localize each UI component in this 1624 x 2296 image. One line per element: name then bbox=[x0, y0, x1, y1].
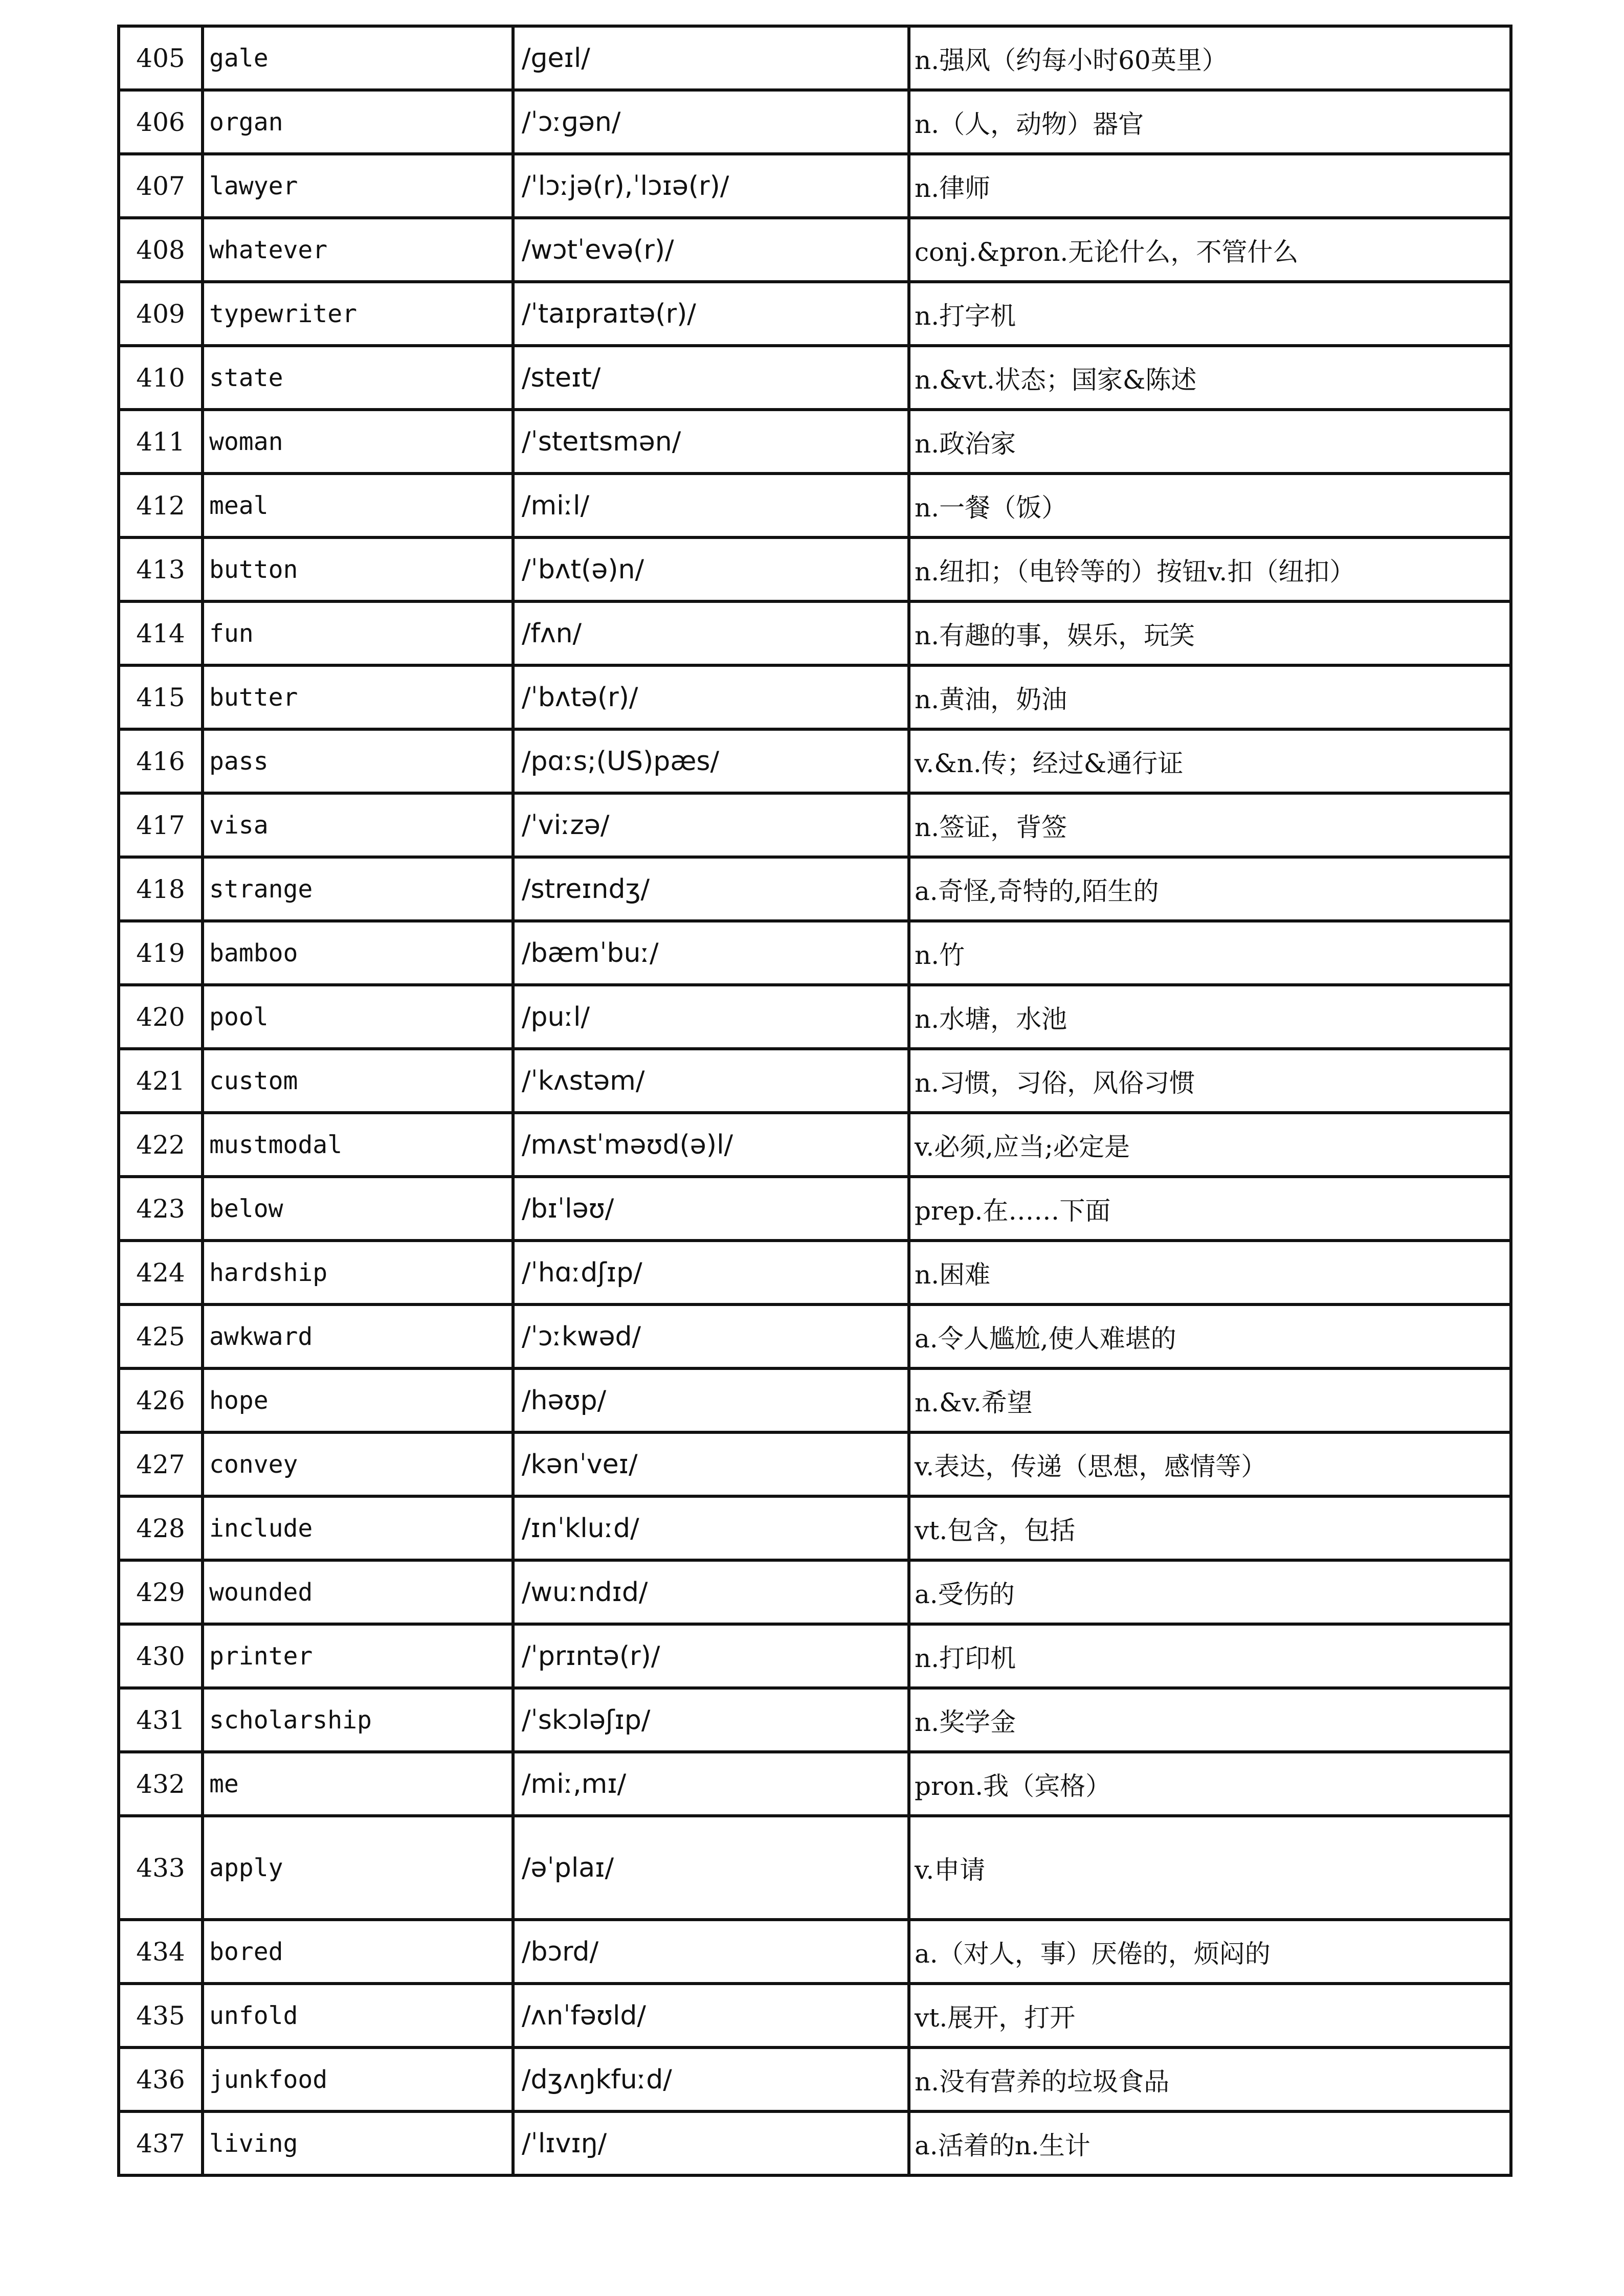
entry-word-cell bbox=[203, 1304, 513, 1368]
entry-meaning-cell bbox=[909, 1816, 1511, 1920]
entry-meaning: n.政治家 bbox=[915, 429, 1016, 459]
table-row bbox=[119, 1241, 1511, 1304]
entry-meaning-cell bbox=[909, 1560, 1511, 1624]
entry-word: include bbox=[209, 1514, 313, 1543]
entry-number: 431 bbox=[136, 1705, 185, 1735]
entry-number-cell bbox=[119, 601, 203, 665]
entry-meaning: n.困难 bbox=[915, 1259, 991, 1290]
entry-word: typewriter bbox=[209, 299, 357, 328]
table-row bbox=[119, 154, 1511, 218]
table-row bbox=[119, 921, 1511, 985]
entry-number-cell bbox=[119, 1113, 203, 1177]
entry-phonetic-cell bbox=[513, 921, 909, 985]
entry-meaning: n.打字机 bbox=[915, 301, 1016, 331]
table-row bbox=[119, 2111, 1511, 2175]
entry-phonetic: /fʌn/ bbox=[522, 618, 582, 649]
entry-meaning: n.奖学金 bbox=[915, 1707, 1016, 1737]
entry-meaning: v.表达，传递（思想，感情等） bbox=[915, 1451, 1267, 1481]
entry-phonetic: /puːl/ bbox=[522, 1001, 590, 1032]
entry-meaning: n.签证，背签 bbox=[915, 812, 1067, 842]
entry-number: 435 bbox=[136, 2000, 185, 2031]
table-row bbox=[119, 1368, 1511, 1432]
entry-meaning: n.纽扣；（电铃等的）按钮v.扣（纽扣） bbox=[915, 556, 1355, 587]
entry-meaning: n.打印机 bbox=[915, 1643, 1016, 1673]
entry-word: custom bbox=[209, 1066, 298, 1095]
entry-word: me bbox=[209, 1769, 239, 1798]
entry-number-cell bbox=[119, 26, 203, 90]
entry-number-cell bbox=[119, 410, 203, 474]
entry-meaning-cell bbox=[909, 1984, 1511, 2047]
table-row bbox=[119, 1984, 1511, 2047]
entry-phonetic-cell bbox=[513, 1752, 909, 1816]
entry-meaning-cell bbox=[909, 857, 1511, 921]
entry-word: scholarship bbox=[209, 1705, 372, 1735]
entry-meaning: a.奇怪,奇特的,陌生的 bbox=[915, 876, 1159, 906]
entry-meaning: prep.在……下面 bbox=[915, 1196, 1111, 1226]
entry-number-cell bbox=[119, 1816, 203, 1920]
entry-word: whatever bbox=[209, 235, 328, 264]
entry-phonetic: /ɡeɪl/ bbox=[522, 42, 590, 74]
entry-phonetic: /wɔtˈevə(r)/ bbox=[522, 234, 674, 265]
entry-phonetic: /bɔrd/ bbox=[522, 1936, 599, 1967]
entry-word-cell bbox=[203, 1432, 513, 1496]
entry-word-cell bbox=[203, 474, 513, 537]
entry-meaning-cell bbox=[909, 985, 1511, 1049]
entry-word: visa bbox=[209, 811, 269, 840]
entry-word-cell bbox=[203, 410, 513, 474]
entry-word-cell bbox=[203, 1816, 513, 1920]
entry-phonetic-cell bbox=[513, 1049, 909, 1113]
table-row bbox=[119, 1113, 1511, 1177]
entry-meaning-cell bbox=[909, 26, 1511, 90]
entry-meaning: a.（对人，事）厌倦的，烦闷的 bbox=[915, 1939, 1271, 1969]
table-row bbox=[119, 985, 1511, 1049]
entry-number: 419 bbox=[136, 938, 185, 968]
entry-number: 414 bbox=[136, 618, 185, 648]
entry-phonetic-cell bbox=[513, 474, 909, 537]
entry-number-cell bbox=[119, 1752, 203, 1816]
entry-phonetic-cell bbox=[513, 793, 909, 857]
entry-word: pool bbox=[209, 1002, 269, 1031]
entry-meaning-cell bbox=[909, 346, 1511, 410]
entry-meaning-cell bbox=[909, 1752, 1511, 1816]
table-row bbox=[119, 537, 1511, 601]
entry-phonetic: /dʒʌŋkfuːd/ bbox=[522, 2064, 672, 2095]
entry-phonetic: /ˈɔːkwəd/ bbox=[522, 1321, 641, 1352]
entry-phonetic: /wuːndɪd/ bbox=[522, 1577, 648, 1608]
table-row bbox=[119, 1624, 1511, 1688]
entry-meaning-cell bbox=[909, 1688, 1511, 1752]
entry-phonetic-cell bbox=[513, 2047, 909, 2111]
entry-meaning: n.律师 bbox=[915, 173, 991, 203]
entry-word: hope bbox=[209, 1386, 269, 1415]
entry-meaning-cell bbox=[909, 1304, 1511, 1368]
entry-word-cell bbox=[203, 1368, 513, 1432]
entry-number: 407 bbox=[136, 171, 185, 201]
entry-number: 420 bbox=[136, 1002, 185, 1032]
entry-phonetic: /ˈɔːɡən/ bbox=[522, 106, 621, 138]
entry-phonetic: /ˈlɪvɪŋ/ bbox=[522, 2128, 607, 2159]
entry-number-cell bbox=[119, 1177, 203, 1241]
entry-meaning: v.&n.传；经过&通行证 bbox=[915, 748, 1184, 778]
entry-number: 426 bbox=[136, 1385, 185, 1415]
entry-phonetic-cell bbox=[513, 1241, 909, 1304]
entry-phonetic-cell bbox=[513, 1920, 909, 1984]
entry-word-cell bbox=[203, 1920, 513, 1984]
entry-meaning-cell bbox=[909, 729, 1511, 793]
entry-number-cell bbox=[119, 1304, 203, 1368]
entry-meaning-cell bbox=[909, 282, 1511, 346]
entry-phonetic: /həʊp/ bbox=[522, 1385, 607, 1416]
entry-word-cell bbox=[203, 665, 513, 729]
entry-word-cell bbox=[203, 1113, 513, 1177]
entry-meaning-cell bbox=[909, 2111, 1511, 2175]
entry-word: printer bbox=[209, 1641, 313, 1671]
entry-phonetic-cell bbox=[513, 1816, 909, 1920]
entry-number-cell bbox=[119, 1496, 203, 1560]
entry-meaning-cell bbox=[909, 474, 1511, 537]
entry-number: 425 bbox=[136, 1321, 185, 1352]
entry-word-cell bbox=[203, 1688, 513, 1752]
entry-phonetic-cell bbox=[513, 410, 909, 474]
vocabulary-table-body bbox=[119, 26, 1511, 2175]
entry-number: 406 bbox=[136, 107, 185, 137]
entry-meaning: n.&v.希望 bbox=[915, 1387, 1033, 1417]
entry-phonetic: /ˈlɔːjə(r),ˈlɔɪə(r)/ bbox=[522, 170, 729, 201]
entry-phonetic: /streɪndʒ/ bbox=[522, 873, 650, 905]
entry-word-cell bbox=[203, 346, 513, 410]
table-row bbox=[119, 346, 1511, 410]
entry-number-cell bbox=[119, 729, 203, 793]
entry-phonetic: /ˈbʌt(ə)n/ bbox=[522, 554, 644, 585]
entry-phonetic-cell bbox=[513, 537, 909, 601]
entry-number: 434 bbox=[136, 1937, 185, 1967]
entry-number-cell bbox=[119, 1368, 203, 1432]
entry-phonetic-cell bbox=[513, 26, 909, 90]
entry-number-cell bbox=[119, 1920, 203, 1984]
entry-word-cell bbox=[203, 218, 513, 282]
entry-phonetic-cell bbox=[513, 601, 909, 665]
entry-phonetic-cell bbox=[513, 1304, 909, 1368]
entry-word: convey bbox=[209, 1450, 298, 1479]
entry-number-cell bbox=[119, 1984, 203, 2047]
entry-number: 416 bbox=[136, 746, 185, 776]
entry-number: 428 bbox=[136, 1513, 185, 1543]
entry-number: 415 bbox=[136, 682, 185, 712]
entry-meaning: vt.展开，打开 bbox=[915, 2002, 1076, 2033]
entry-number-cell bbox=[119, 985, 203, 1049]
entry-phonetic-cell bbox=[513, 218, 909, 282]
entry-number: 432 bbox=[136, 1769, 185, 1799]
entry-word: bamboo bbox=[209, 938, 298, 967]
entry-phonetic: /ˈviːzə/ bbox=[522, 809, 610, 841]
entry-meaning-cell bbox=[909, 1624, 1511, 1688]
entry-phonetic: /kənˈveɪ/ bbox=[522, 1449, 638, 1480]
table-row bbox=[119, 90, 1511, 154]
entry-word: lawyer bbox=[209, 171, 298, 200]
table-row bbox=[119, 665, 1511, 729]
entry-meaning-cell bbox=[909, 601, 1511, 665]
entry-number-cell bbox=[119, 218, 203, 282]
entry-word-cell bbox=[203, 1177, 513, 1241]
entry-phonetic-cell bbox=[513, 1496, 909, 1560]
entry-meaning-cell bbox=[909, 1432, 1511, 1496]
entry-meaning-cell bbox=[909, 1920, 1511, 1984]
entry-phonetic: /mʌstˈməʊd(ə)l/ bbox=[522, 1129, 733, 1160]
entry-number-cell bbox=[119, 154, 203, 218]
table-row bbox=[119, 474, 1511, 537]
entry-phonetic-cell bbox=[513, 1560, 909, 1624]
entry-word-cell bbox=[203, 282, 513, 346]
entry-word: hardship bbox=[209, 1258, 328, 1287]
entry-phonetic-cell bbox=[513, 1432, 909, 1496]
entry-number: 408 bbox=[136, 235, 185, 265]
entry-word-cell bbox=[203, 1984, 513, 2047]
entry-word-cell bbox=[203, 1496, 513, 1560]
entry-word: butter bbox=[209, 683, 298, 712]
entry-number: 412 bbox=[136, 490, 185, 521]
table-row bbox=[119, 857, 1511, 921]
table-row bbox=[119, 793, 1511, 857]
entry-word: living bbox=[209, 2129, 298, 2158]
entry-phonetic-cell bbox=[513, 346, 909, 410]
entry-meaning: pron.我（宾格） bbox=[915, 1771, 1111, 1801]
entry-number-cell bbox=[119, 1624, 203, 1688]
table-row bbox=[119, 282, 1511, 346]
entry-word-cell bbox=[203, 601, 513, 665]
table-row bbox=[119, 1432, 1511, 1496]
entry-meaning-cell bbox=[909, 537, 1511, 601]
entry-word: gale bbox=[209, 43, 269, 73]
entry-word-cell bbox=[203, 154, 513, 218]
entry-word-cell bbox=[203, 1560, 513, 1624]
entry-phonetic-cell bbox=[513, 857, 909, 921]
entry-phonetic-cell bbox=[513, 985, 909, 1049]
entry-meaning: conj.&pron.无论什么，不管什么 bbox=[915, 237, 1299, 267]
entry-number-cell bbox=[119, 1241, 203, 1304]
entry-number-cell bbox=[119, 282, 203, 346]
entry-number-cell bbox=[119, 857, 203, 921]
entry-meaning: n.有趣的事，娱乐，玩笑 bbox=[915, 620, 1195, 650]
entry-phonetic-cell bbox=[513, 1688, 909, 1752]
entry-word: state bbox=[209, 363, 283, 392]
entry-word-cell bbox=[203, 1624, 513, 1688]
entry-number: 437 bbox=[136, 2128, 185, 2158]
entry-meaning: v.必须,应当;必定是 bbox=[915, 1132, 1130, 1162]
entry-meaning: n.一餐（饭） bbox=[915, 492, 1067, 523]
table-row bbox=[119, 1049, 1511, 1113]
entry-meaning: n.没有营养的垃圾食品 bbox=[915, 2066, 1170, 2097]
entry-meaning: n.习惯，习俗，风俗习惯 bbox=[915, 1068, 1195, 1098]
entry-number: 421 bbox=[136, 1066, 185, 1096]
entry-phonetic: /ɪnˈkluːd/ bbox=[522, 1513, 639, 1544]
entry-meaning: n.水塘，水池 bbox=[915, 1004, 1067, 1034]
entry-phonetic: /bæmˈbuː/ bbox=[522, 937, 659, 969]
entry-meaning: a.令人尴尬,使人难堪的 bbox=[915, 1323, 1176, 1354]
entry-phonetic-cell bbox=[513, 90, 909, 154]
entry-meaning: n.黄油，奶油 bbox=[915, 684, 1067, 714]
entry-phonetic: /ˈtaɪpraɪtə(r)/ bbox=[522, 298, 696, 329]
entry-word: woman bbox=[209, 427, 283, 456]
entry-phonetic-cell bbox=[513, 1177, 909, 1241]
entry-number-cell bbox=[119, 1432, 203, 1496]
entry-phonetic-cell bbox=[513, 665, 909, 729]
entry-meaning-cell bbox=[909, 90, 1511, 154]
entry-word-cell bbox=[203, 793, 513, 857]
entry-phonetic-cell bbox=[513, 1984, 909, 2047]
entry-phonetic-cell bbox=[513, 1368, 909, 1432]
entry-word-cell bbox=[203, 2047, 513, 2111]
entry-phonetic-cell bbox=[513, 1624, 909, 1688]
entry-phonetic: /pɑːs;(US)pæs/ bbox=[522, 746, 719, 777]
entry-number: 422 bbox=[136, 1130, 185, 1160]
entry-meaning: n.&vt.状态；国家&陈述 bbox=[915, 365, 1197, 395]
entry-meaning-cell bbox=[909, 2047, 1511, 2111]
entry-number: 427 bbox=[136, 1449, 185, 1479]
entry-word-cell bbox=[203, 90, 513, 154]
entry-number-cell bbox=[119, 1049, 203, 1113]
entry-number-cell bbox=[119, 346, 203, 410]
table-row bbox=[119, 1177, 1511, 1241]
entry-number: 413 bbox=[136, 554, 185, 584]
entry-number-cell bbox=[119, 1560, 203, 1624]
entry-word: pass bbox=[209, 747, 269, 776]
entry-word-cell bbox=[203, 985, 513, 1049]
entry-meaning: n.强风（约每小时60英里） bbox=[915, 45, 1228, 75]
entry-word-cell bbox=[203, 1241, 513, 1304]
entry-word-cell bbox=[203, 537, 513, 601]
entry-number: 424 bbox=[136, 1257, 185, 1288]
entry-meaning-cell bbox=[909, 1113, 1511, 1177]
entry-meaning: n.竹 bbox=[915, 940, 965, 970]
entry-meaning: n.（人，动物）器官 bbox=[915, 109, 1144, 139]
entry-word: button bbox=[209, 555, 298, 584]
entry-word: bored bbox=[209, 1937, 283, 1966]
entry-meaning: a.受伤的 bbox=[915, 1579, 1015, 1609]
entry-phonetic: /bɪˈləʊ/ bbox=[522, 1193, 614, 1224]
table-row bbox=[119, 218, 1511, 282]
entry-word-cell bbox=[203, 921, 513, 985]
entry-number: 429 bbox=[136, 1577, 185, 1607]
entry-number-cell bbox=[119, 1688, 203, 1752]
entry-word: meal bbox=[209, 491, 269, 520]
entry-meaning: a.活着的n.生计 bbox=[915, 2130, 1091, 2160]
entry-meaning: vt.包含，包括 bbox=[915, 1515, 1076, 1545]
entry-phonetic-cell bbox=[513, 282, 909, 346]
table-row bbox=[119, 2047, 1511, 2111]
entry-number-cell bbox=[119, 2047, 203, 2111]
entry-meaning-cell bbox=[909, 1177, 1511, 1241]
entry-number-cell bbox=[119, 537, 203, 601]
entry-phonetic: /miː,mɪ/ bbox=[522, 1768, 627, 1799]
entry-number-cell bbox=[119, 793, 203, 857]
entry-word-cell bbox=[203, 2111, 513, 2175]
entry-word: below bbox=[209, 1194, 283, 1223]
entry-number: 418 bbox=[136, 874, 185, 904]
table-row bbox=[119, 1920, 1511, 1984]
entry-word: junkfood bbox=[209, 2065, 328, 2094]
entry-phonetic-cell bbox=[513, 729, 909, 793]
entry-number: 409 bbox=[136, 299, 185, 329]
entry-word: mustmodal bbox=[209, 1130, 343, 1159]
entry-meaning-cell bbox=[909, 218, 1511, 282]
entry-word: awkward bbox=[209, 1322, 313, 1351]
entry-meaning-cell bbox=[909, 793, 1511, 857]
entry-word: organ bbox=[209, 107, 283, 137]
table-row bbox=[119, 1560, 1511, 1624]
entry-meaning-cell bbox=[909, 1368, 1511, 1432]
entry-number: 423 bbox=[136, 1194, 185, 1224]
table-row bbox=[119, 26, 1511, 90]
entry-phonetic: /miːl/ bbox=[522, 490, 590, 521]
entry-number: 410 bbox=[136, 363, 185, 393]
entry-meaning-cell bbox=[909, 410, 1511, 474]
entry-number: 405 bbox=[136, 43, 185, 73]
entry-phonetic-cell bbox=[513, 2111, 909, 2175]
table-row bbox=[119, 1496, 1511, 1560]
entry-word-cell bbox=[203, 857, 513, 921]
vocabulary-table bbox=[117, 25, 1512, 2177]
table-row bbox=[119, 601, 1511, 665]
entry-meaning-cell bbox=[909, 921, 1511, 985]
entry-phonetic: /ˈsteɪtsmən/ bbox=[522, 426, 681, 457]
entry-meaning: v.申请 bbox=[915, 1855, 986, 1885]
entry-phonetic: /ʌnˈfəʊld/ bbox=[522, 2000, 646, 2031]
entry-phonetic: /ˈkʌstəm/ bbox=[522, 1065, 645, 1096]
entry-number-cell bbox=[119, 90, 203, 154]
entry-meaning-cell bbox=[909, 665, 1511, 729]
table-row bbox=[119, 1688, 1511, 1752]
entry-meaning-cell bbox=[909, 1049, 1511, 1113]
entry-number-cell bbox=[119, 921, 203, 985]
entry-phonetic: /ˈhɑːdʃɪp/ bbox=[522, 1257, 642, 1288]
table-row bbox=[119, 729, 1511, 793]
entry-word-cell bbox=[203, 26, 513, 90]
entry-meaning-cell bbox=[909, 154, 1511, 218]
entry-word: strange bbox=[209, 874, 313, 904]
entry-word-cell bbox=[203, 1752, 513, 1816]
entry-phonetic-cell bbox=[513, 1113, 909, 1177]
table-row bbox=[119, 1752, 1511, 1816]
table-row bbox=[119, 1816, 1511, 1920]
entry-meaning-cell bbox=[909, 1241, 1511, 1304]
entry-number: 430 bbox=[136, 1641, 185, 1671]
entry-phonetic: /ˈbʌtə(r)/ bbox=[522, 682, 638, 713]
entry-number: 433 bbox=[136, 1853, 185, 1883]
entry-phonetic: /əˈplaɪ/ bbox=[522, 1852, 614, 1883]
table-row bbox=[119, 1304, 1511, 1368]
entry-number: 411 bbox=[136, 426, 185, 457]
entry-number-cell bbox=[119, 665, 203, 729]
entry-meaning-cell bbox=[909, 1496, 1511, 1560]
table-row bbox=[119, 410, 1511, 474]
entry-number: 436 bbox=[136, 2064, 185, 2095]
entry-phonetic: /ˈskɔləʃɪp/ bbox=[522, 1704, 651, 1736]
entry-number-cell bbox=[119, 474, 203, 537]
entry-word: wounded bbox=[209, 1578, 313, 1607]
entry-word: apply bbox=[209, 1853, 283, 1882]
entry-number: 417 bbox=[136, 810, 185, 840]
entry-phonetic-cell bbox=[513, 154, 909, 218]
entry-word-cell bbox=[203, 729, 513, 793]
entry-phonetic: /ˈprɪntə(r)/ bbox=[522, 1640, 660, 1672]
entry-number-cell bbox=[119, 2111, 203, 2175]
entry-word-cell bbox=[203, 1049, 513, 1113]
entry-word: fun bbox=[209, 619, 254, 648]
entry-phonetic: /steɪt/ bbox=[522, 362, 601, 393]
entry-word: unfold bbox=[209, 2001, 298, 2030]
